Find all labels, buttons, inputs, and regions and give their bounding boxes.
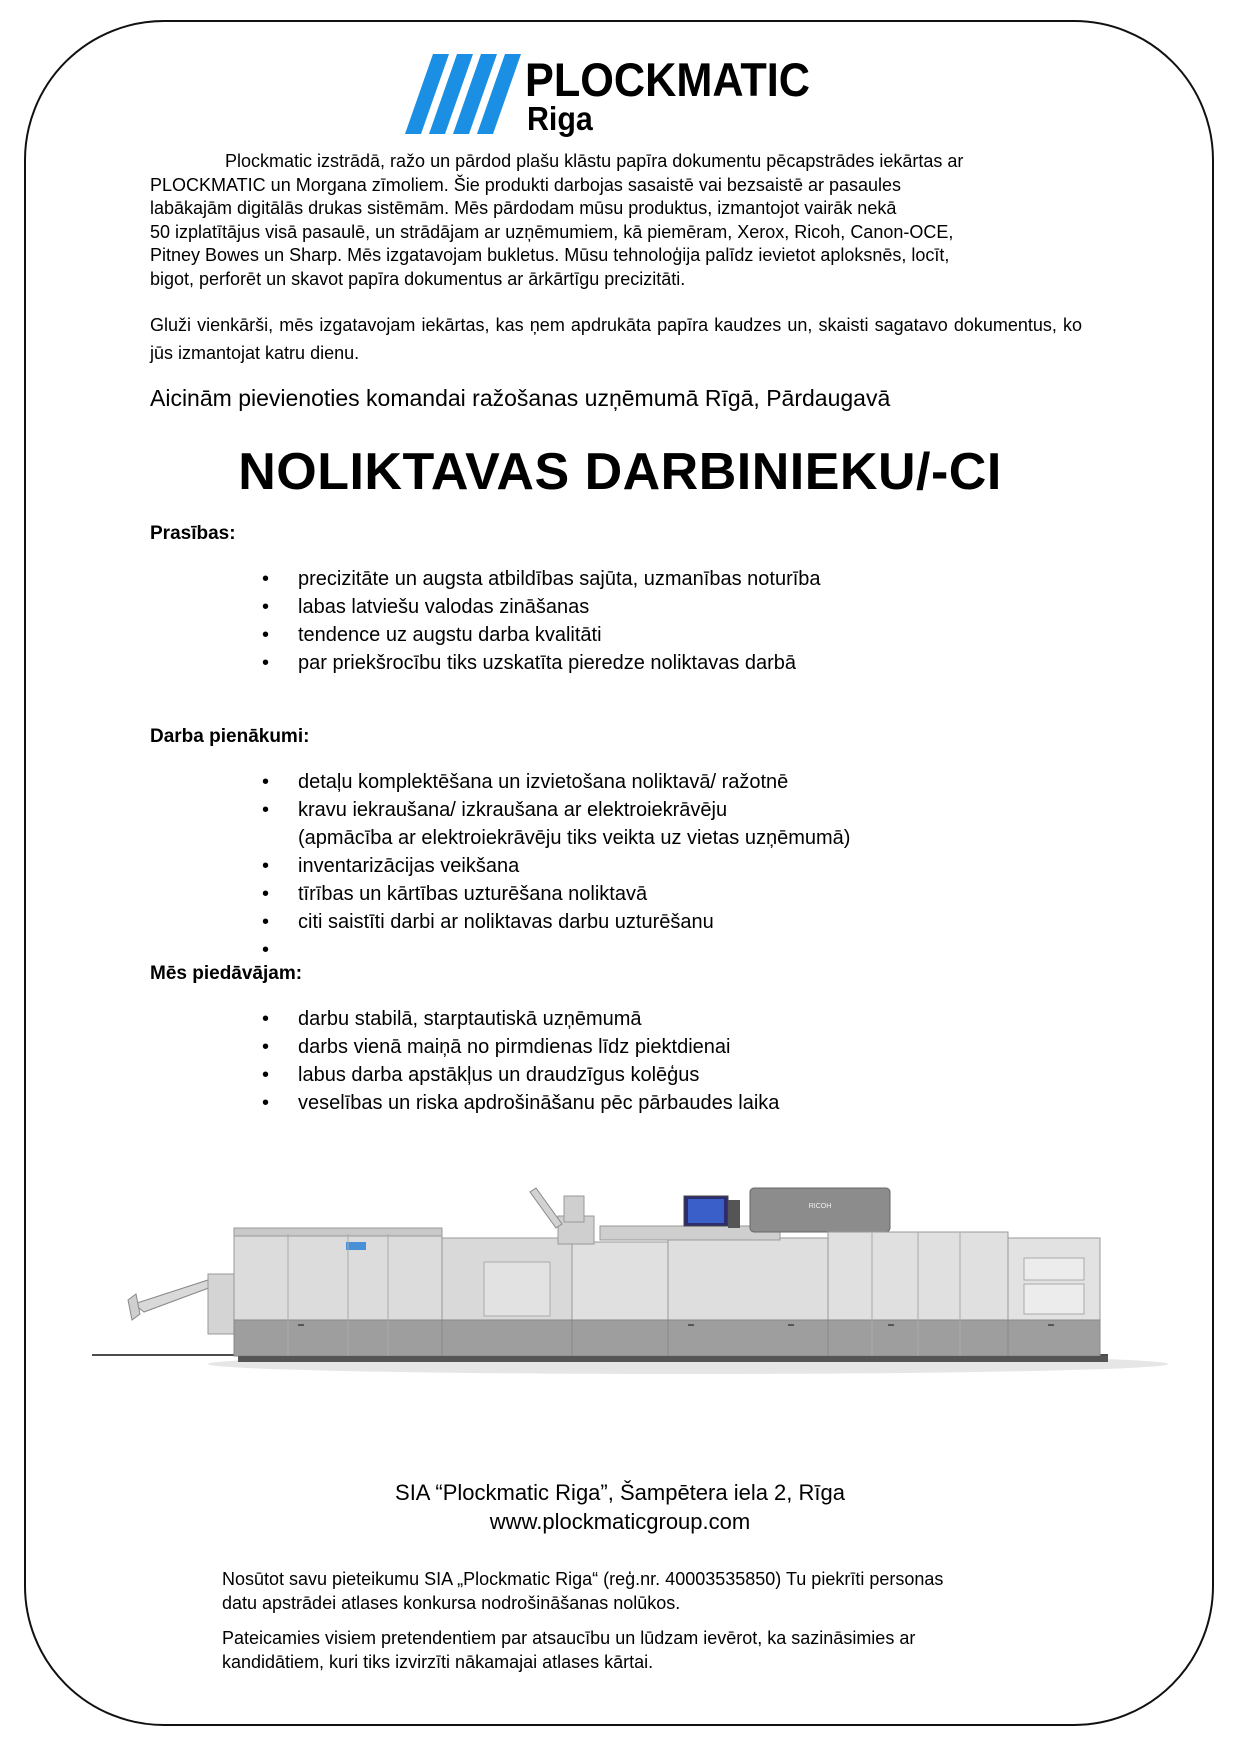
list-item-continuation: (apmācība ar elektroiekrāvēju tiks veikta uz vietas uzņēmumā) <box>298 827 851 849</box>
intro-line: 50 izplatītājus visā pasaulē, un strādājam ar uzņēmumiem, kā piemēram, Xerox, Ricoh, Canon-OCE, <box>150 221 954 242</box>
list-item: • veselības un riska apdrošināšanu pēc pārbaudes laika <box>262 1089 779 1117</box>
list-item: • tendence uz augstu darba kvalitāti <box>262 621 821 649</box>
thanks-line: kandidātiem, kuri tiks izvirzīti nākamajai atlases kārtai. <box>222 1652 654 1672</box>
requirements-title: Prasības: <box>150 523 236 544</box>
offer-title: Mēs piedāvājam: <box>150 963 303 984</box>
list-item-empty <box>262 936 850 964</box>
list-item: • labas latviešu valodas zināšanas <box>262 593 821 621</box>
company-logo <box>405 52 811 142</box>
summary-paragraph: Gluži vienkārši, mēs izgatavojam iekārtas, kas ņem apdrukāta papīra kaudzes un, skaisti sagatavo dokumentus, ko jūs izmantojat katru dienu. <box>150 315 1082 363</box>
printer-image <box>88 1124 1178 1386</box>
intro-paragraph <box>150 150 1080 291</box>
consent-line: datu apstrādei atlases konkursa nodrošināšanas nolūkos. <box>222 1593 681 1613</box>
printer-brand-label: RICOH <box>808 1203 832 1210</box>
intro-line: Pitney Bowes un Sharp. Mēs izgatavojam bukletus. Mūsu tehnoloģija palīdz ievietot aploksnēs, locīt, <box>150 245 950 265</box>
thanks-line: Pateicamies visiem pretendentiem par atsaucību un lūdzam ievērot, ka sazināsimies ar <box>222 1628 916 1648</box>
list-item: • tīrības un kārtības uzturēšana noliktavā <box>262 880 850 908</box>
company-website[interactable]: www.plockmaticgroup.com <box>489 1509 751 1534</box>
duties-list <box>262 768 850 964</box>
list-item: • labus darba apstākļus un draudzīgus kolēģus <box>262 1061 779 1089</box>
list-item: • darbu stabilā, starptautiskā uzņēmumā <box>262 1005 779 1033</box>
list-item: • darbs vienā maiņā no pirmdienas līdz piektdienai <box>262 1033 779 1061</box>
logo-name: PLOCKMATIC <box>525 53 811 106</box>
intro-line: bigot, perforēt un skavot papīra dokumentus ar ārkārtīgu precizitāti. <box>150 268 686 289</box>
requirements-list <box>262 565 821 677</box>
consent-line: Nosūtot savu pieteikumu SIA „Plockmatic Riga“ (reģ.nr. 40003535850) Tu piekrīti personas <box>222 1569 944 1589</box>
intro-line: labākajām digitālās drukas sistēmām. Mēs pārdodam mūsu produktus, izmantojot vairāk nekā <box>150 198 897 218</box>
logo-stripes-icon <box>405 52 525 136</box>
list-item: • detaļu komplektēšana un izvietošana noliktavā/ ražotnē <box>262 768 850 796</box>
invitation-text: Aicinām pievienoties komandai ražošanas uzņēmumā Rīgā, Pārdaugavā <box>150 385 891 411</box>
list-item: • inventarizācijas veikšana <box>262 852 850 880</box>
list-item: • citi saistīti darbi ar noliktavas darbu uzturēšanu <box>262 908 850 936</box>
list-item: • precizitāte un augsta atbildības sajūta, uzmanības noturība <box>262 565 821 593</box>
job-title-headline: NOLIKTAVAS DARBINIEKU/-CI <box>238 443 1002 501</box>
duties-title: Darba pienākumi: <box>150 726 310 747</box>
logo-city: Riga <box>527 100 593 137</box>
company-address: SIA “Plockmatic Riga”, Šampētera iela 2, Rīga <box>395 1480 845 1505</box>
offer-list <box>262 1005 779 1117</box>
list-item: • kravu iekraušana/ izkraušana ar elektroiekrāvēju <box>262 796 850 824</box>
list-item: • par priekšrocību tiks uzskatīta pieredze noliktavas darbā <box>262 649 821 677</box>
intro-line: PLOCKMATIC un Morgana zīmoliem. Šie produkti darbojas sasaistē vai bezsaistē ar pasaules <box>150 174 902 195</box>
thanks-note <box>222 1626 1102 1674</box>
intro-line: Plockmatic izstrādā, ražo un pārdod plašu klāstu papīra dokumentu pēcapstrādes iekārtas ar <box>225 151 964 171</box>
consent-note <box>222 1567 1102 1615</box>
